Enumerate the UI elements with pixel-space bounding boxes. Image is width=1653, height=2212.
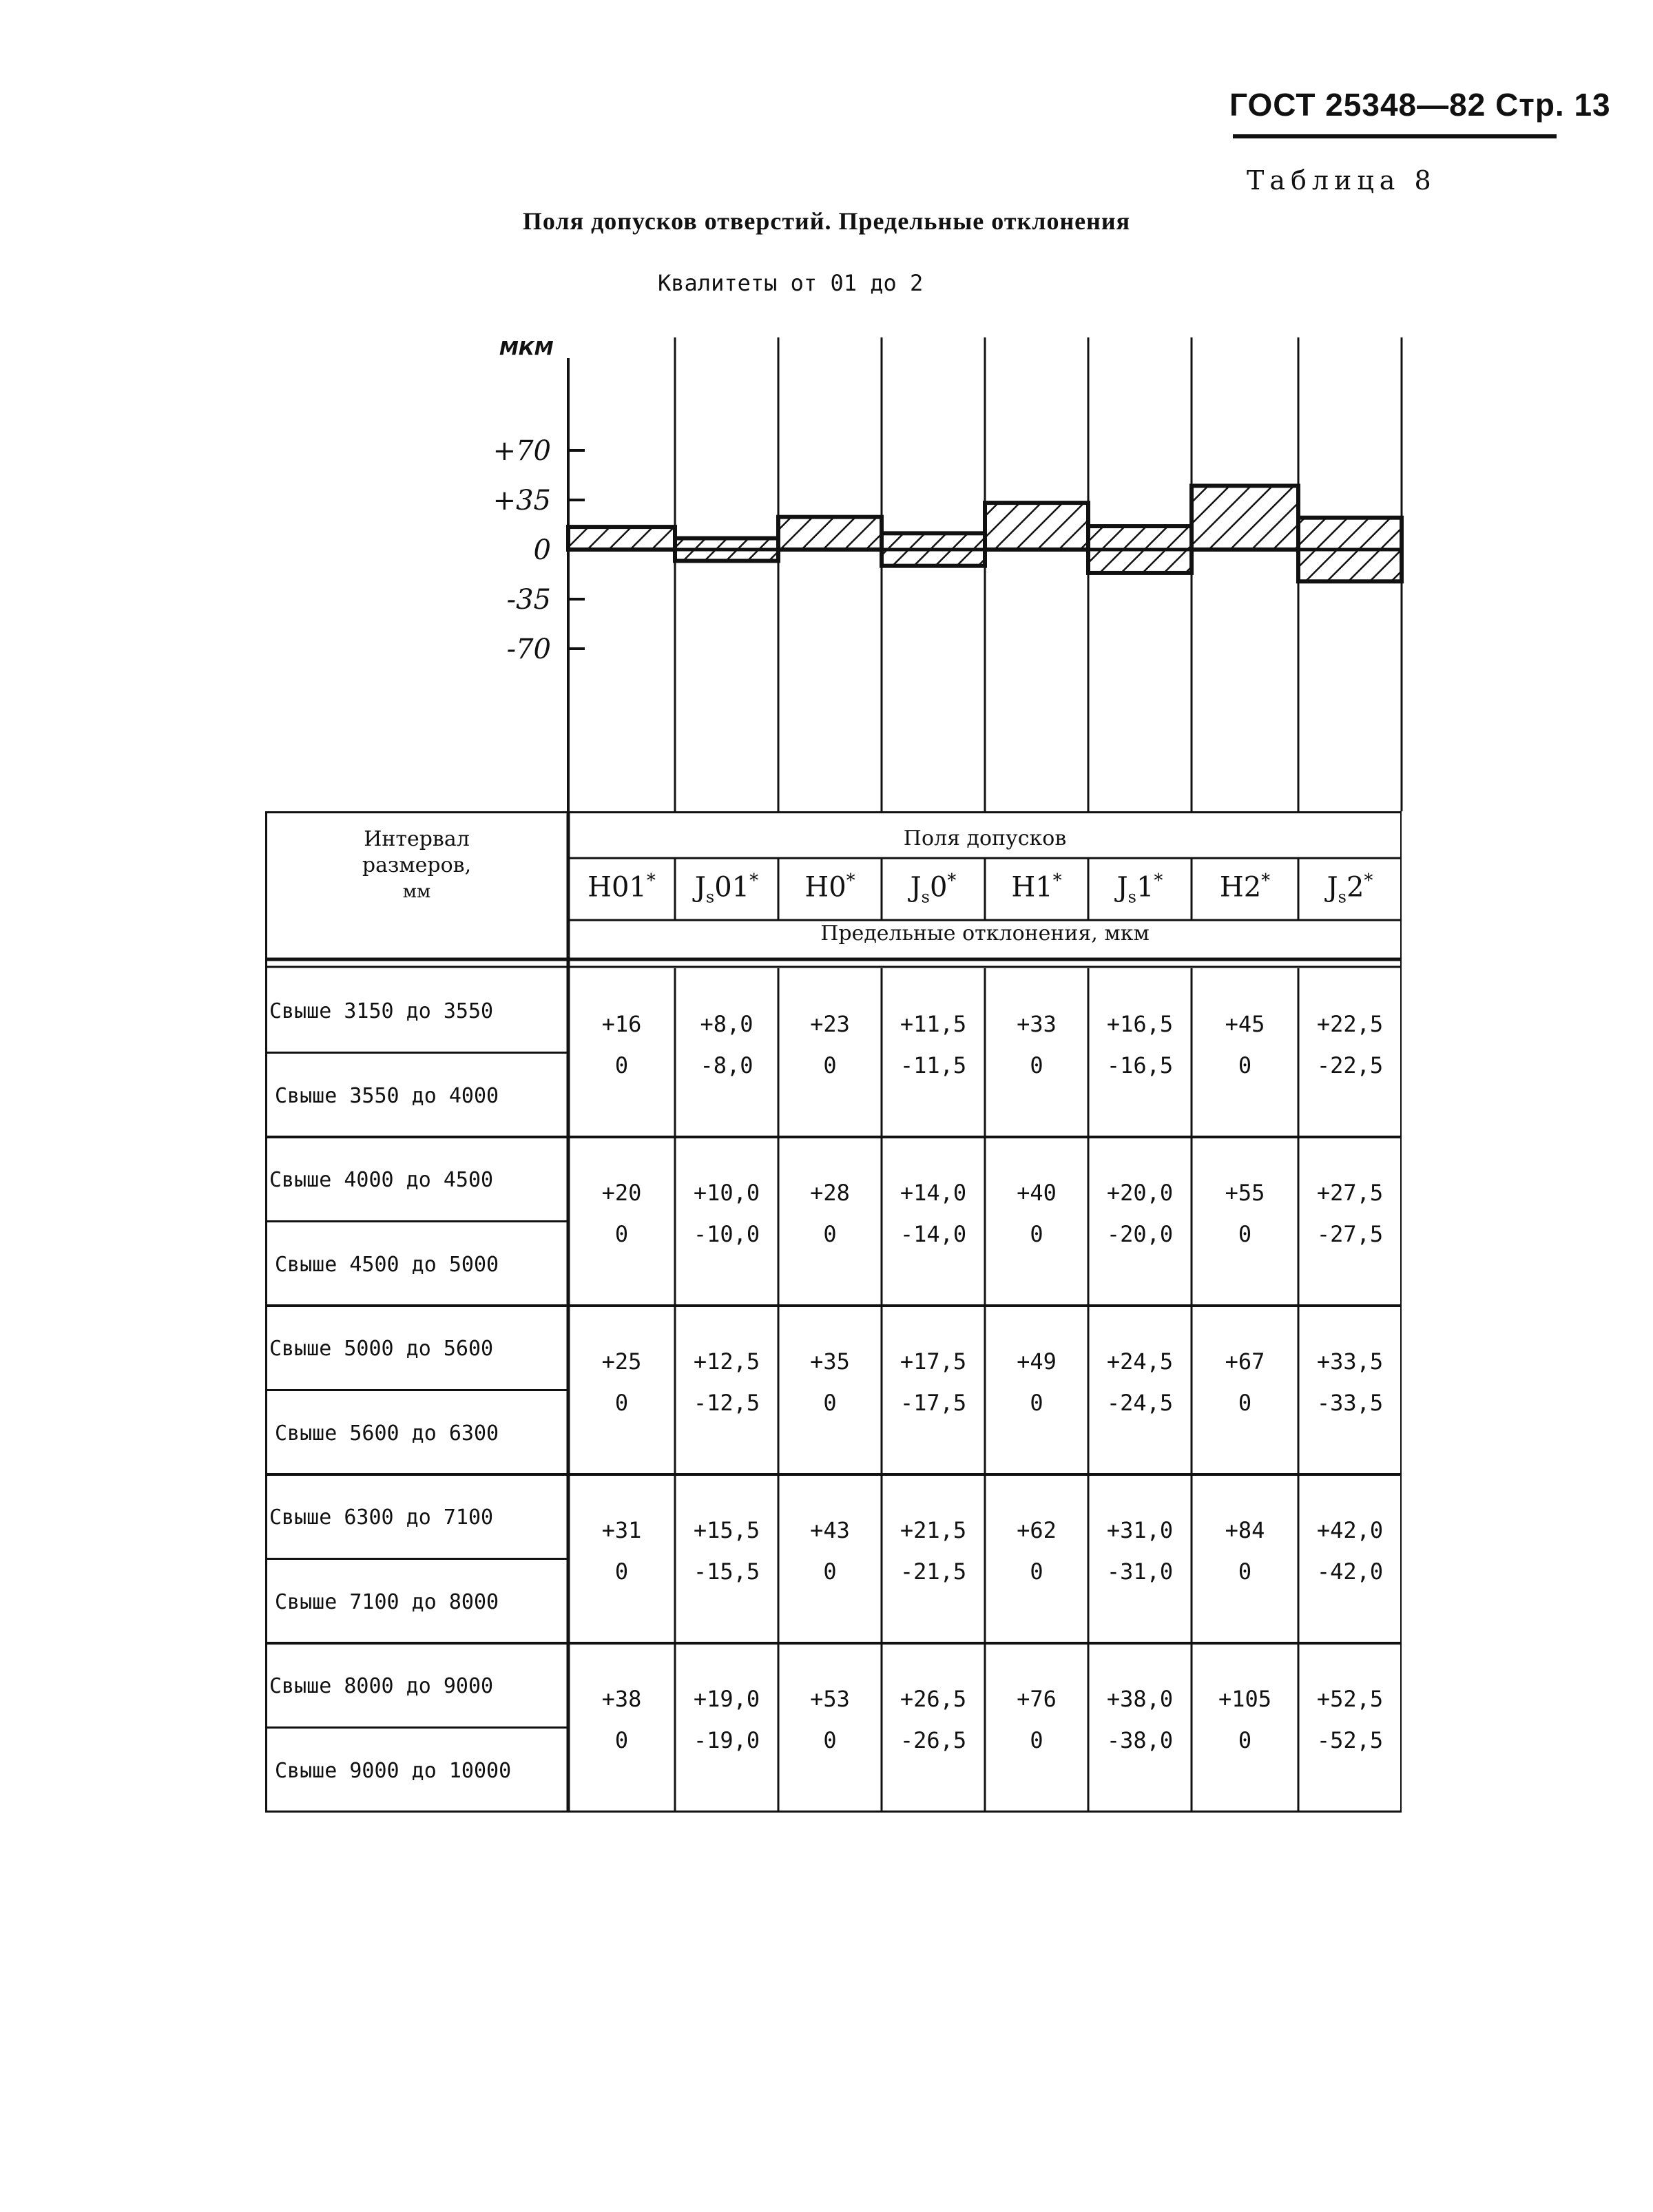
interval-header xyxy=(265,826,568,905)
field-grade: 1 xyxy=(1136,871,1154,904)
field-sub: s xyxy=(1127,887,1136,907)
field-star: * xyxy=(1261,870,1271,891)
lower-deviation: -33,5 xyxy=(1316,1390,1384,1416)
upper-deviation: +15,5 xyxy=(693,1517,760,1543)
field-grade: 01 xyxy=(714,871,750,904)
upper-deviation: +52,5 xyxy=(1316,1686,1384,1712)
lower-deviation: 0 xyxy=(1030,1558,1043,1585)
lower-deviation: 0 xyxy=(614,1052,629,1078)
unit-label: МКМ xyxy=(499,337,554,359)
field-star: * xyxy=(1364,870,1373,891)
size-interval-label: Свыше 4500 до 5000 xyxy=(275,1252,499,1277)
lower-deviation: -22,5 xyxy=(1316,1052,1384,1078)
lower-deviation: -20,0 xyxy=(1106,1221,1174,1247)
field-base: H xyxy=(804,871,829,904)
field-base: H xyxy=(1219,871,1244,904)
upper-deviation: +40 xyxy=(1017,1180,1057,1206)
lower-deviation: 0 xyxy=(823,1390,837,1416)
lower-deviation: 0 xyxy=(614,1727,629,1753)
field-sub: s xyxy=(705,887,715,907)
field-star: * xyxy=(1052,870,1062,891)
field-grade: 2 xyxy=(1346,871,1364,904)
upper-deviation: +11,5 xyxy=(900,1011,967,1037)
size-interval-label: Свыше 6300 до 7100 xyxy=(269,1505,494,1530)
upper-deviation: +33,5 xyxy=(1316,1348,1384,1375)
deviations-header: Предельные отклонения, мкм xyxy=(820,921,1150,946)
page-title: Поля допусков отверстий. Предельные отклонения xyxy=(522,207,1131,235)
upper-deviation: +17,5 xyxy=(900,1348,967,1375)
lower-deviation: 0 xyxy=(1030,1727,1043,1753)
upper-deviation: +28 xyxy=(810,1180,850,1206)
lower-deviation: 0 xyxy=(1030,1052,1043,1078)
upper-deviation: +14,0 xyxy=(900,1180,967,1206)
field-header-h01 xyxy=(568,870,675,903)
lower-deviation: -14,0 xyxy=(900,1221,967,1247)
upper-deviation: +16,5 xyxy=(1106,1011,1174,1037)
lower-deviation: -26,5 xyxy=(900,1727,967,1753)
interval-header-line2: размеров, xyxy=(362,853,472,877)
table-grid xyxy=(265,811,1402,1813)
upper-deviation: +8,0 xyxy=(700,1011,753,1037)
field-header-h0 xyxy=(778,870,882,903)
standard-reference: ГОСТ 25348—82 Стр. 13 xyxy=(1229,87,1611,123)
field-star: * xyxy=(947,870,957,891)
lower-deviation: -16,5 xyxy=(1106,1052,1174,1078)
lower-deviation: -42,0 xyxy=(1316,1558,1384,1585)
upper-deviation: +76 xyxy=(1017,1686,1057,1712)
field-sub: s xyxy=(921,887,930,907)
lower-deviation: 0 xyxy=(823,1221,837,1247)
interval-header-line3: мм xyxy=(402,881,431,902)
upper-deviation: +38 xyxy=(601,1686,642,1712)
upper-deviation: +27,5 xyxy=(1316,1180,1384,1206)
tolerance-bar-h0 xyxy=(778,517,882,550)
field-header-js0 xyxy=(882,870,985,906)
upper-deviation: +42,0 xyxy=(1316,1517,1384,1543)
upper-deviation: +24,5 xyxy=(1106,1348,1174,1375)
lower-deviation: 0 xyxy=(1238,1727,1252,1753)
tolerance-bar-h2 xyxy=(1192,486,1298,550)
tolerance-bar-h01 xyxy=(568,527,675,550)
field-star: * xyxy=(846,870,855,891)
size-interval-label: Свыше 3150 до 3550 xyxy=(269,999,494,1023)
upper-deviation: +84 xyxy=(1225,1517,1265,1543)
lower-deviation: 0 xyxy=(1030,1221,1043,1247)
field-sub: s xyxy=(1338,887,1347,907)
field-header-js01 xyxy=(675,870,778,906)
upper-deviation: +38,0 xyxy=(1106,1686,1174,1712)
upper-deviation: +53 xyxy=(810,1686,850,1712)
fields-header: Поля допусков xyxy=(903,826,1067,851)
field-base: J xyxy=(1327,871,1338,904)
upper-deviation: +20 xyxy=(601,1180,642,1206)
lower-deviation: 0 xyxy=(823,1558,837,1585)
deviations-table xyxy=(265,811,1402,1813)
field-base: H xyxy=(588,871,612,904)
upper-deviation: +49 xyxy=(1017,1348,1057,1375)
upper-deviation: +45 xyxy=(1225,1011,1265,1037)
field-header-h1 xyxy=(985,870,1088,903)
upper-deviation: +16 xyxy=(601,1011,642,1037)
tick-label: +70 xyxy=(492,435,551,467)
field-grade: 01 xyxy=(611,871,647,904)
field-star: * xyxy=(646,870,656,891)
upper-deviation: +35 xyxy=(810,1348,850,1375)
field-header-js2 xyxy=(1298,870,1402,906)
size-interval-label: Свыше 9000 до 10000 xyxy=(275,1758,512,1783)
table-number: Таблица 8 xyxy=(1247,165,1437,196)
lower-deviation: 0 xyxy=(823,1052,837,1078)
upper-deviation: +33 xyxy=(1017,1011,1057,1037)
upper-deviation: +21,5 xyxy=(900,1517,967,1543)
lower-deviation: -31,0 xyxy=(1106,1558,1174,1585)
lower-deviation: 0 xyxy=(1238,1390,1252,1416)
lower-deviation: 0 xyxy=(823,1727,837,1753)
lower-deviation: -15,5 xyxy=(693,1558,760,1585)
size-interval-label: Свыше 5600 до 6300 xyxy=(275,1421,499,1446)
upper-deviation: +12,5 xyxy=(693,1348,760,1375)
upper-deviation: +55 xyxy=(1225,1180,1265,1206)
upper-deviation: +105 xyxy=(1218,1686,1272,1712)
field-base: J xyxy=(1116,871,1128,904)
field-grade: 0 xyxy=(929,871,948,904)
lower-deviation: 0 xyxy=(1238,1558,1252,1585)
upper-deviation: +25 xyxy=(601,1348,642,1375)
field-base: J xyxy=(910,871,922,904)
lower-deviation: 0 xyxy=(614,1221,629,1247)
lower-deviation: -8,0 xyxy=(700,1052,753,1078)
tick-label: -35 xyxy=(506,584,551,616)
lower-deviation: -10,0 xyxy=(693,1221,760,1247)
field-header-js1 xyxy=(1088,870,1192,906)
upper-deviation: +62 xyxy=(1017,1517,1057,1543)
lower-deviation: 0 xyxy=(614,1390,629,1416)
lower-deviation: 0 xyxy=(614,1558,629,1585)
field-base: J xyxy=(694,871,706,904)
size-interval-label: Свыше 8000 до 9000 xyxy=(269,1674,494,1698)
upper-deviation: +19,0 xyxy=(693,1686,760,1712)
upper-deviation: +31 xyxy=(601,1517,642,1543)
size-interval-label: Свыше 5000 до 5600 xyxy=(269,1337,494,1361)
lower-deviation: -19,0 xyxy=(693,1727,760,1753)
upper-deviation: +31,0 xyxy=(1106,1517,1174,1543)
field-base: H xyxy=(1011,871,1036,904)
upper-deviation: +67 xyxy=(1225,1348,1265,1375)
upper-deviation: +23 xyxy=(810,1011,850,1037)
size-interval-label: Свыше 7100 до 8000 xyxy=(275,1589,499,1614)
upper-deviation: +26,5 xyxy=(900,1686,967,1712)
lower-deviation: -11,5 xyxy=(900,1052,967,1078)
field-grade: 0 xyxy=(829,871,846,904)
tick-label: 0 xyxy=(533,534,551,566)
lower-deviation: -12,5 xyxy=(693,1390,760,1416)
lower-deviation: -21,5 xyxy=(900,1558,967,1585)
field-grade: 1 xyxy=(1035,871,1053,904)
tick-label: -70 xyxy=(506,634,551,665)
lower-deviation: -38,0 xyxy=(1106,1727,1174,1753)
field-star: * xyxy=(1154,870,1163,891)
lower-deviation: -27,5 xyxy=(1316,1221,1384,1247)
lower-deviation: -17,5 xyxy=(900,1390,967,1416)
subtitle: Квалитеты от 01 до 2 xyxy=(658,270,924,296)
size-interval-label: Свыше 4000 до 4500 xyxy=(269,1168,494,1192)
lower-deviation: 0 xyxy=(1238,1221,1252,1247)
tolerance-bar-h1 xyxy=(985,503,1088,550)
field-star: * xyxy=(749,870,759,891)
upper-deviation: +20,0 xyxy=(1106,1180,1174,1206)
lower-deviation: -52,5 xyxy=(1316,1727,1384,1753)
upper-deviation: +43 xyxy=(810,1517,850,1543)
upper-deviation: +10,0 xyxy=(693,1180,760,1206)
lower-deviation: -24,5 xyxy=(1106,1390,1174,1416)
interval-header-line1: Интервал xyxy=(364,827,470,851)
tick-label: +35 xyxy=(492,485,551,517)
lower-deviation: 0 xyxy=(1030,1390,1043,1416)
field-header-h2 xyxy=(1192,870,1298,903)
size-interval-label: Свыше 3550 до 4000 xyxy=(275,1083,499,1108)
field-grade: 2 xyxy=(1243,871,1262,904)
upper-deviation: +22,5 xyxy=(1316,1011,1384,1037)
lower-deviation: 0 xyxy=(1238,1052,1252,1078)
